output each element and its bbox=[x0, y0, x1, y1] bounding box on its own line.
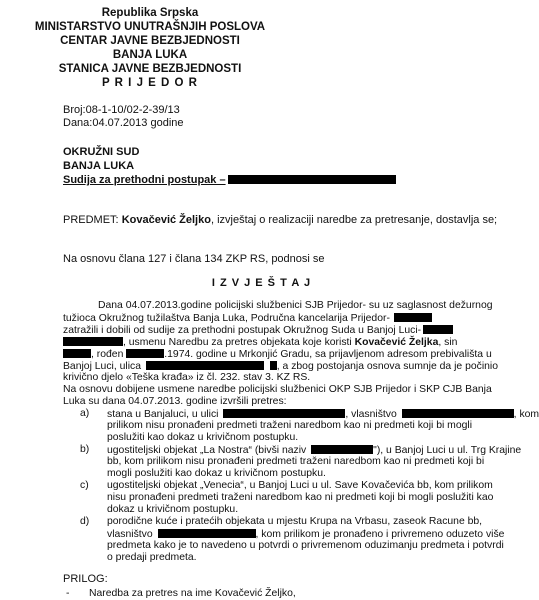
item-c-line-2: nisu pronađeni predmeti traženi naredbom kao ni predmeti koji bi mogli poslužiti kao bbox=[107, 492, 494, 503]
header-ministry: MINISTARSTVO UNUTRAŠNJIH POSLOVA bbox=[34, 21, 266, 33]
p2-line-2: Luka su dana 04.07.2013. godine izvršili pretres: bbox=[63, 396, 287, 407]
attachment-item-1: Naredba za pretres na ime Kovačević Željko, bbox=[89, 588, 296, 599]
item-d-line-3: predmeta kako je to navedeno u potvrdi o privremenom oduzimanju predmeta i potvrdi bbox=[107, 540, 504, 551]
redaction-bar bbox=[394, 313, 432, 322]
item-a-line-1: stana u Banjaluci, u ulici , vlasništvo , kom bbox=[107, 409, 539, 420]
item-c-marker: c) bbox=[80, 480, 89, 491]
item-b-marker: b) bbox=[80, 444, 90, 455]
redaction-bar bbox=[311, 445, 373, 454]
attachments-label: PRILOG: bbox=[63, 573, 108, 585]
header-town: P R I J E D O R bbox=[102, 77, 198, 89]
legal-basis: Na osnovu člana 127 i člana 134 ZKP RS, podnosi se bbox=[63, 253, 325, 265]
p1-line-6: Banjoj Luci, ulica , a zbog postojanja osnova sumnje da je počinio bbox=[63, 361, 499, 372]
item-b-line-1: ugostiteljski objekat „La Nostra“ (bivši naziv "), u Banjoj Luci u ul. Trg Krajine bbox=[107, 445, 522, 456]
report-title: I Z V J E Š T A J bbox=[211, 277, 312, 289]
reference-date: Dana:04.07.2013 godine bbox=[63, 117, 184, 129]
redaction-bar bbox=[63, 349, 91, 358]
item-c-line-3: dokaz u krivičnom postupku. bbox=[107, 504, 239, 515]
subject-label: PREDMET: bbox=[63, 214, 119, 226]
item-d-marker: d) bbox=[80, 516, 90, 527]
p1-line-4: , usmenu Naredbu za pretres objekata koje koristi Kovačević Željka, sin bbox=[63, 337, 457, 348]
header-station: STANICA JAVNE BEZBJEDNOSTI bbox=[58, 63, 242, 75]
redaction-bar bbox=[402, 409, 514, 418]
subject-text: , izvještaj o realizaciji naredbe za pretresanje, dostavlja se; bbox=[210, 214, 498, 226]
p1-line-7: krivično djelo «Teška krađa» iz čl. 232. stav 3. KZ RS. bbox=[63, 372, 311, 383]
subject-line bbox=[63, 215, 497, 226]
item-a-marker: a) bbox=[80, 408, 90, 419]
attachment-bullet: - bbox=[66, 588, 70, 599]
redaction-bar bbox=[423, 325, 453, 334]
item-b-line-3: mogli poslužiti kao dokaz u krivičnom postupku. bbox=[107, 468, 326, 479]
item-a-line-3: poslužiti kao dokaz u krivičnom postupku. bbox=[107, 432, 299, 443]
p1-line-1: Dana 04.07.2013.godine policijski službenici SJB Prijedor- su uz saglasnost dežurnog bbox=[98, 300, 493, 311]
p1-line-5: , rođen .1974. godine u Mrkonjić Gradu, sa prijavljenom adresom prebivališta u bbox=[63, 349, 492, 360]
item-d-line-1: porodične kuće i pratećih objekata u mjestu Krupa na Vrbasu, zaseok Racune bb, bbox=[107, 516, 483, 527]
reference-number: Broj:08-1-10/02-2-39/13 bbox=[63, 104, 180, 116]
header-republic: Republika Srpska bbox=[101, 7, 199, 19]
item-d-line-2: vlasništvo , kom prilikom je pronađeno i privremeno oduzeto više bbox=[107, 529, 505, 540]
p2-line-1: Na osnovu dobijene usmene naredbe policijski službenici OKP SJB Prijedor i SKP CJB Banja bbox=[63, 384, 492, 395]
redaction-bar bbox=[223, 409, 345, 418]
header-city: BANJA LUKA bbox=[112, 49, 188, 61]
redaction-bar bbox=[270, 361, 277, 370]
recipient-judge: Sudija za prethodni postupak – bbox=[63, 175, 396, 186]
recipient-court: OKRUŽNI SUD bbox=[63, 146, 140, 158]
redaction-bar bbox=[158, 529, 256, 538]
redaction-bar bbox=[228, 175, 396, 184]
subject-name: Kovačević Željko bbox=[121, 214, 211, 226]
item-b-line-2: bb, kom prilikom nisu pronađeni predmeti traženi naredbom kao ni predmeti koji bi bbox=[107, 456, 485, 467]
item-a-line-2: prilikom nisu pronađeni predmeti traženi naredbom kao ni predmeti koji bi mogli bbox=[107, 420, 473, 431]
redaction-bar bbox=[63, 337, 123, 346]
recipient-city: BANJA LUKA bbox=[63, 160, 135, 172]
header-center: CENTAR JAVNE BEZBJEDNOSTI bbox=[60, 35, 240, 47]
redaction-bar bbox=[146, 361, 264, 370]
item-c-line-1: ugostiteljski objekat „Venecia“, u Banjoj Luci u ul. Save Kovačevića bb, kom prilikom bbox=[107, 480, 493, 491]
p1-line-2: tužioca Okružnog tužilaštva Banja Luka, Područna kancelarija Prijedor- bbox=[63, 313, 432, 324]
redaction-bar bbox=[126, 349, 164, 358]
p1-line-3: zatražili i dobili od sudije za prethodni postupak Okružnog Suda u Banjoj Luci- bbox=[63, 325, 453, 336]
item-d-line-4: o predaji predmeta. bbox=[107, 552, 197, 563]
